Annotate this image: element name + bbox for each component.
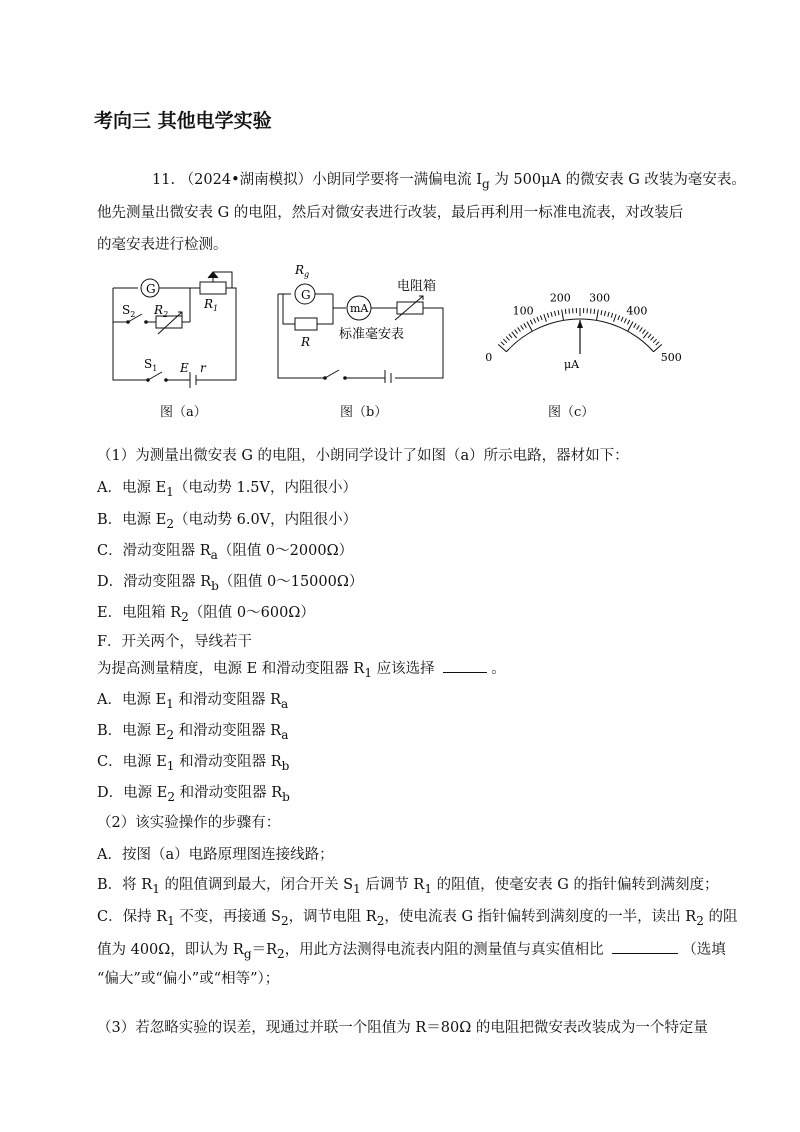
equipment-item: A．电源 $E_1$（电动势 1.5V，内阻很小） (97, 480, 357, 499)
meter-scale-label: 300 (589, 291, 611, 305)
part1-intro: （1）为测量出微安表 G 的电阻，小朗同学设计了如图（a）所示电路，器材如下： (97, 448, 629, 464)
meter-tick (637, 325, 640, 329)
meter-tick (569, 309, 570, 314)
section-title: 考向三 其他电学实验 (94, 110, 272, 132)
meter-scale-label: 400 (626, 304, 648, 318)
fig-b-std-label: 标准毫安表 (339, 327, 405, 342)
meter-tick (512, 332, 517, 338)
meter-tick (537, 317, 539, 322)
meter-tick (643, 332, 648, 338)
meter-tick (565, 309, 566, 314)
meter-tick (611, 313, 612, 318)
meter-tick (498, 344, 506, 351)
figure-a-caption: 图（a） (160, 405, 207, 420)
meter-tick (634, 323, 637, 327)
part3-intro: （3）若忽略实验的误差，现通过并联一个阻值为 R＝80Ω 的电阻把微安表改装成为一个特定量 (97, 1020, 708, 1036)
meter-tick (627, 320, 629, 324)
equipment-item: D．滑动变阻器 $R_b$（阻值 0～15000Ω） (97, 574, 364, 593)
part1-question: 为提高测量精度，电源 E 和滑动变阻器 $R_1$ 应该选择 。 (97, 658, 506, 683)
part2-step-c: C．保持 $R_1$ 不变，再接通 $S_2$，调节电阻 $R_2$，使电流表 G 指针偏转到满刻度的一半，读出 $R_2$ 的阻 (97, 909, 738, 928)
question-stem-line1: 11. （2024•湖南模拟）小朗同学要将一满偏电流 $I_g$ 为 500μA 的微安表 G 改装为毫安表。 (152, 172, 746, 191)
meter-tick (547, 313, 548, 318)
meter-pointer-arrow (577, 320, 583, 328)
meter-tick (544, 314, 547, 322)
meter-tick (642, 330, 645, 334)
figure-a-circuit (108, 268, 248, 393)
equipment-item: E．电阻箱 $R_2$（阻值 0～600Ω） (97, 605, 315, 624)
meter-tick (653, 339, 656, 343)
fig-a-G-label: G (146, 282, 156, 296)
meter-scale-label: 0 (485, 351, 493, 365)
part2-step-c-cont: 值为 400Ω，即认为 $R_g=R_2$，用此方法测得电流表内阻的测量值与真实值相比 （选填 (97, 939, 726, 964)
meter-tick (524, 323, 527, 327)
meter-tick (554, 311, 555, 316)
fig-a-S1-label: $S_1$ (144, 357, 158, 373)
meter-tick (591, 309, 592, 314)
fig-b-mA-label: mA (350, 302, 369, 315)
equipment-item: C．滑动变阻器 $R_a$（阻值 0～2000Ω） (97, 543, 354, 562)
meter-tick (518, 327, 521, 331)
meter-scale-label: 200 (549, 291, 571, 305)
figure-c-meter-scale (460, 268, 700, 388)
meter-tick (506, 337, 509, 341)
meter-tick (608, 312, 609, 317)
answer-option[interactable]: A．电源 $E_1$ 和滑动变阻器 $R_a$ (97, 692, 289, 711)
fig-a-r-label: r (200, 361, 206, 375)
equipment-item: B．电源 $E_2$（电动势 6.0V，内阻很小） (97, 512, 358, 531)
meter-tick (515, 330, 518, 334)
meter-tick (651, 337, 654, 341)
answer-blank-1[interactable] (443, 658, 487, 673)
meter-tick (624, 318, 626, 323)
fig-b-R-label: R (301, 335, 311, 349)
figure-b-circuit (273, 258, 453, 383)
meter-tick (534, 318, 536, 323)
meter-tick (604, 311, 605, 316)
part2-intro: （2）该实验操作的步骤有： (97, 815, 281, 831)
fig-b-G-label: G (301, 288, 311, 302)
answer-option[interactable]: D．电源 $E_2$ 和滑动变阻器 $R_b$ (97, 785, 290, 804)
figure-c-caption: 图（c） (548, 405, 595, 420)
fig-b-Rg-label: $R_g$ (295, 263, 310, 279)
meter-tick (621, 317, 623, 322)
question-stem-line2: 他先测量出微安表 G 的电阻，然后对微安表进行改装，最后再利用一标准电流表，对改装后 (97, 205, 684, 221)
question-source: （2024•湖南模拟） (179, 172, 313, 188)
fig-a-E-label: E (180, 361, 189, 375)
meter-tick (594, 309, 595, 314)
part2-step-b: B．将 $R_1$ 的阻值调到最大，闭合开关 $S_1$ 后调节 $R_1$ 的阻值，使毫安表 G 的指针偏转到满刻度； (97, 877, 719, 896)
meter-tick (558, 310, 559, 315)
meter-tick (601, 310, 602, 315)
meter-scale-label: 500 (660, 351, 682, 365)
fig-a-R1-label: $R_1$ (204, 297, 219, 313)
meter-tick (597, 310, 599, 321)
figures-row (108, 258, 708, 428)
question-stem-line3: 的毫安表进行检测。 (97, 237, 228, 253)
meter-unit-label: μA (564, 358, 580, 371)
meter-tick (521, 325, 524, 329)
meter-tick (540, 315, 542, 320)
figure-b-caption: 图（b） (340, 405, 388, 420)
meter-tick (640, 327, 643, 331)
meter-tick (618, 315, 620, 320)
part2-step-a: A．按图（a）电路原理图连接线路； (97, 847, 334, 863)
meter-tick (562, 310, 564, 321)
meter-tick (501, 342, 505, 345)
meter-tick (530, 320, 532, 324)
fig-a-R2-label: $R_2$ (154, 303, 169, 319)
question-number: 11. (152, 172, 176, 188)
meter-tick (551, 312, 552, 317)
fig-b-box-label: 电阻箱 (397, 279, 437, 294)
meter-tick (509, 334, 512, 338)
answer-blank-2[interactable] (612, 939, 678, 954)
fig-a-S2-label: $S_2$ (122, 303, 136, 319)
meter-tick (648, 334, 651, 338)
meter-scale-label: 100 (512, 304, 534, 318)
meter-tick (656, 342, 660, 345)
meter-tick (614, 314, 617, 322)
answer-option[interactable]: B．电源 $E_2$ 和滑动变阻器 $R_a$ (97, 723, 289, 742)
part2-step-c-choices: “偏大”或“偏小”或“相等”）； (97, 971, 280, 987)
equipment-item: F．开关两个，导线若干 (97, 634, 253, 650)
meter-tick (503, 339, 506, 343)
answer-option[interactable]: C．电源 $E_1$ 和滑动变阻器 $R_b$ (97, 754, 290, 773)
